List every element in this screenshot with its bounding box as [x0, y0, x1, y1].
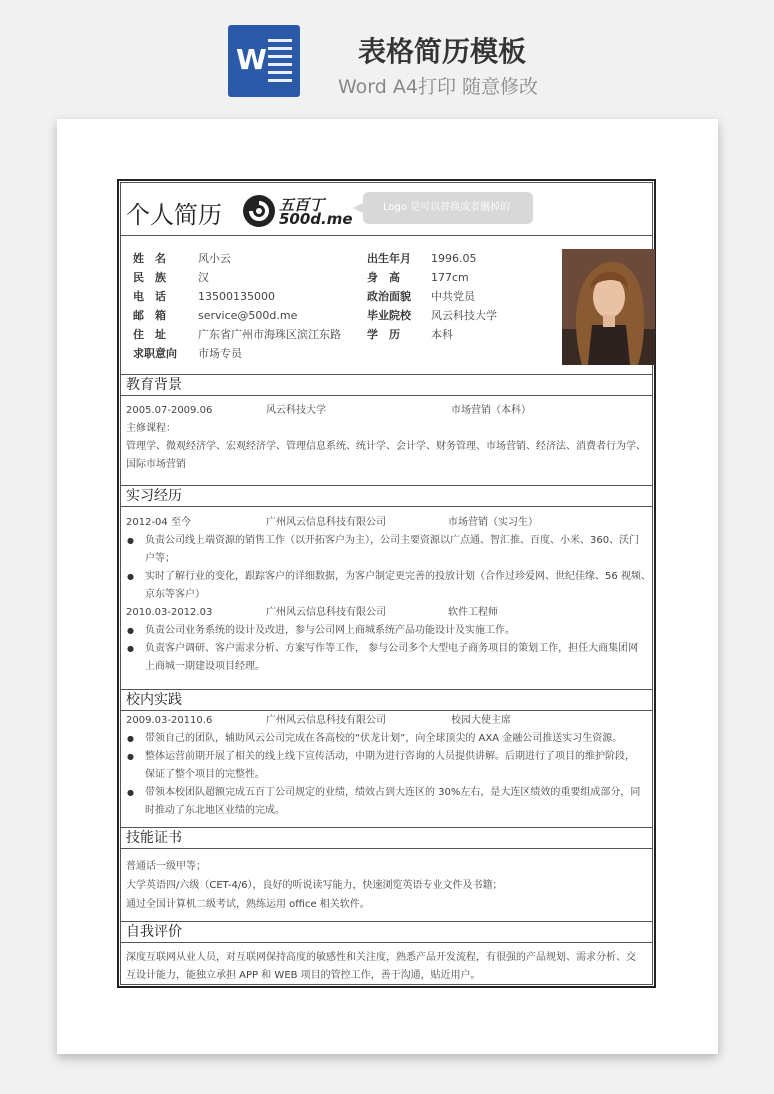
- info-height: 177cm: [431, 271, 469, 284]
- section-title-education: 教育背景: [121, 374, 652, 396]
- info-birth: 1996.05: [431, 252, 477, 265]
- info-email: service@500d.me: [198, 309, 298, 322]
- info-address: 广东省广州市海珠区滨江东路: [198, 328, 341, 341]
- logo: [241, 191, 353, 231]
- evaluation-line: 深度互联网从业人员，对互联网保持高度的敏感性和关注度，熟悉产品开发流程，有很强的产品规划、需求分析、交: [126, 952, 636, 963]
- section-title-campus: 校内实践: [121, 689, 652, 711]
- job-period: 2012-04 至今: [126, 517, 191, 528]
- info-label: 政治面貌: [367, 290, 411, 303]
- personal-info: [121, 236, 652, 374]
- profile-photo: [562, 249, 655, 365]
- job-role: 市场营销（实习生）: [448, 517, 538, 528]
- info-label: 出生年月: [367, 252, 411, 265]
- word-icon: W: [228, 25, 300, 97]
- info-label: 姓 名: [133, 252, 166, 265]
- section-title-evaluation: 自我评价: [121, 921, 652, 943]
- list-item: ● 负责公司业务系统的设计及改进，参与公司网上商城系统产品功能设计及实施工作。: [126, 622, 652, 640]
- info-label: 电 话: [133, 290, 166, 303]
- job-company: 广州风云信息科技有限公司: [266, 517, 386, 528]
- logo-cn: 五百丁: [279, 196, 325, 214]
- resume-title: 个人简历: [126, 201, 222, 229]
- banner-subtitle: Word A4打印 随意修改: [337, 76, 538, 98]
- evaluation-line: 互设计能力，能独立承担 APP 和 WEB 项目的管控工作，善于沟通，贴近用户。: [126, 970, 481, 981]
- list-item: ● 带领本校团队超额完成五百丁公司规定的业绩，绩效占到大连区的 30%左右，是大连区绩效的重要组成部分，同 时推动了东北地区业绩的完成。: [126, 784, 652, 820]
- skill-line: 普通话一级甲等；: [126, 861, 206, 872]
- info-label: 毕业院校: [367, 309, 411, 322]
- banner: [0, 0, 774, 110]
- job-period: 2010.03-2012.03: [126, 607, 213, 618]
- resume-page: [57, 119, 718, 1054]
- job-role: 软件工程师: [448, 607, 498, 618]
- list-item: ● 实时了解行业的变化，跟踪客户的详细数据，为客户制定更完善的投放计划（合作过珍爱网、世纪佳缘、56 视频、 京东等客户）: [126, 568, 652, 604]
- logo-en: 500d.me: [279, 210, 353, 228]
- info-label: 民 族: [133, 271, 166, 284]
- section-title-internship: 实习经历: [121, 485, 652, 507]
- list-item: ● 负责公司线上端资源的销售工作（以开拓客户为主），公司主要资源以广点通、智汇推、百度、小米、360、沃门 户等；: [126, 532, 652, 568]
- resume-sheet: [117, 179, 656, 988]
- info-school: 风云科技大学: [431, 309, 497, 322]
- info-label: 邮 箱: [133, 309, 166, 322]
- campus-period: 2009.03-20110.6: [126, 715, 213, 726]
- info-degree: 本科: [431, 328, 453, 341]
- info-political: 中共党员: [431, 290, 475, 303]
- edu-school: 风云科技大学: [266, 405, 326, 416]
- section-title-skills: 技能证书: [121, 827, 652, 849]
- resume-header: [121, 183, 652, 236]
- info-label: 学 历: [367, 328, 400, 341]
- edu-period: 2005.07-2009.06: [126, 405, 213, 416]
- info-label: 求职意向: [133, 347, 177, 360]
- info-label: 住 址: [133, 328, 166, 341]
- logo-mark-icon: [241, 193, 277, 229]
- list-item: ● 整体运营前期开展了相关的线上线下宣传活动，中期为进行咨询的人员提供讲解。后期进行了项目的维护阶段， 保证了整个项目的完整性。: [126, 748, 652, 784]
- info-name: 风小云: [198, 252, 231, 265]
- edu-courses-line: 国际市场营销: [126, 459, 186, 470]
- campus-company: 广州风云信息科技有限公司: [266, 715, 386, 726]
- campus-role: 校园大使主席: [451, 715, 511, 726]
- info-objective: 市场专员: [198, 347, 242, 360]
- edu-major: 市场营销（本科）: [451, 405, 531, 416]
- info-ethnicity: 汉: [198, 271, 209, 284]
- logo-note: Logo 是可以替换或者删掉的: [363, 192, 533, 224]
- job-company: 广州风云信息科技有限公司: [266, 607, 386, 618]
- edu-courses-label: 主修课程：: [126, 423, 176, 434]
- edu-courses-line: 管理学、微观经济学、宏观经济学、管理信息系统、统计学、会计学、财务管理、市场营销、经济法、消费者行为学、: [126, 441, 646, 452]
- info-phone: 13500135000: [198, 290, 275, 303]
- info-label: 身 高: [367, 271, 400, 284]
- skill-line: 通过全国计算机二级考试，熟练运用 office 相关软件。: [126, 899, 370, 910]
- skill-line: 大学英语四/六级（CET-4/6），良好的听说读写能力，快速浏览英语专业文件及书籍；: [126, 880, 503, 891]
- list-item: ● 带领自己的团队，辅助风云公司完成在各高校的“伏龙计划”，向全球顶尖的 AXA 金融公司推送实习生资源。: [126, 730, 652, 748]
- banner-title: 表格简历模板: [357, 35, 526, 68]
- list-item: ● 负责客户调研、客户需求分析、方案写作等工作， 参与公司多个大型电子商务项目的策划工作，担任大商集团网 上商城一期建设项目经理。: [126, 640, 652, 676]
